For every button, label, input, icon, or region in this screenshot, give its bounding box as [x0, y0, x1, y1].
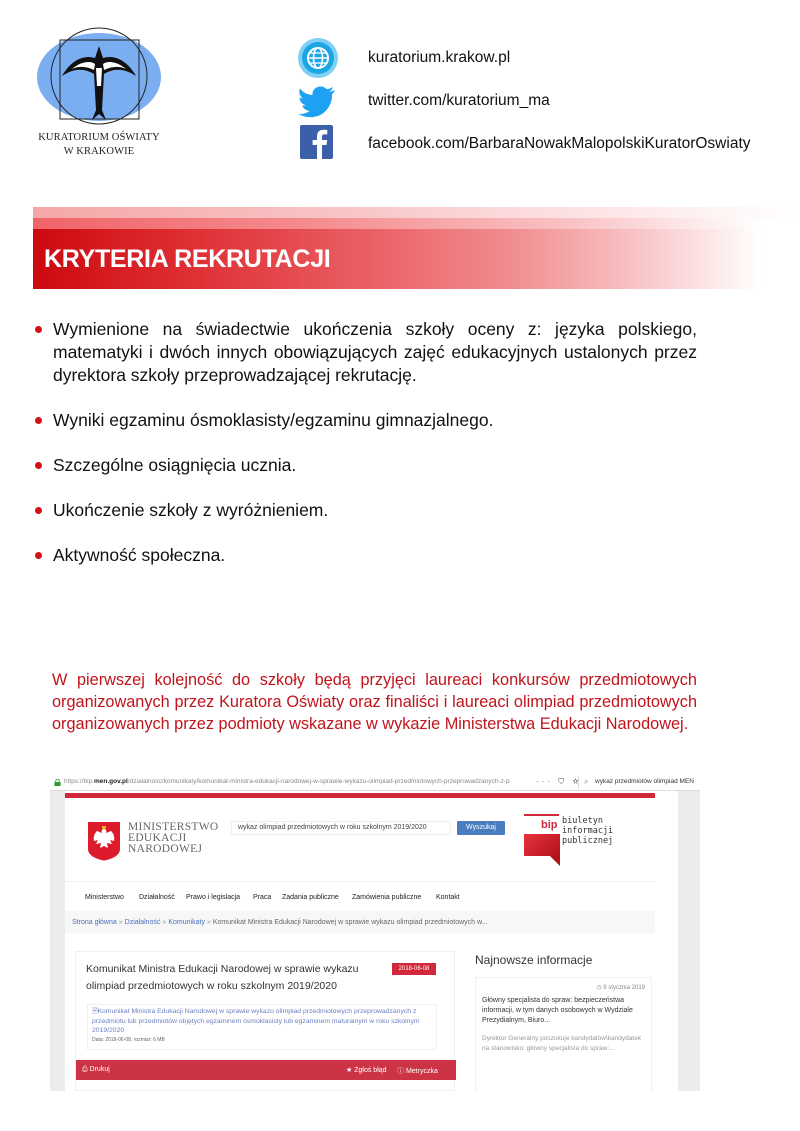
section-banner: [33, 207, 800, 289]
ministry-name-line: MINISTERSTWO: [128, 821, 219, 833]
browser-search-box[interactable]: [578, 776, 700, 789]
criteria-text: Ukończenie szkoły z wyróżnieniem.: [53, 500, 329, 520]
embedded-browser-screenshot: [50, 775, 700, 1091]
latest-news-sidebar: [475, 953, 660, 1052]
url-path: /dzialalnosc/komunikaty/komunikat-ministra-edukacji-narodowej-w-sprawie-wykazu-olimpiad-przedmiotowych-przeprowadzanych-z-p: [127, 778, 510, 785]
banner-stripe-light: [33, 207, 800, 218]
bip-logo[interactable]: [524, 814, 654, 864]
bullet-icon: [35, 552, 42, 559]
search-button[interactable]: Wyszukaj: [457, 821, 505, 835]
report-label: Zgłoś błąd: [354, 1067, 387, 1074]
breadcrumb-current: Komunikat Ministra Edukacji Narodowej w sprawie wykazu olimpiad przedmiotowych w...: [212, 919, 488, 926]
bip-desc-line: biuletyn: [562, 816, 603, 826]
twitter-icon: [298, 81, 338, 121]
criteria-list: [33, 318, 697, 589]
report-error-button[interactable]: [346, 1066, 387, 1074]
lock-icon: [54, 779, 61, 786]
article-card: [75, 951, 455, 1091]
page-top-bar: [65, 793, 655, 798]
nav-item-kontakt[interactable]: Kontakt: [436, 894, 460, 901]
star-icon: ★: [346, 1067, 355, 1074]
url-domain: men.gov.pl: [94, 778, 128, 785]
criteria-item: [33, 454, 697, 477]
priority-note: W pierwszej kolejność do szkoły będą przyjęci laureaci konkursów przedmiotowych organizowanych przez Kuratora Oświaty oraz finaliści i laureaci olimpiad przedmiotowych organizowanych przez podmioty wskazane w wykazie Ministerstwa Edukacji Narodowej.: [52, 671, 697, 733]
breadcrumb-separator: »: [162, 919, 167, 926]
breadcrumb-separator: »: [118, 919, 123, 926]
breadcrumb: [65, 911, 655, 933]
criteria-text: Aktywność społeczna.: [53, 545, 226, 565]
breadcrumb-link[interactable]: Działalność: [124, 919, 161, 926]
contact-website[interactable]: [298, 38, 778, 78]
section-title: KRYTERIA REKRUTACJI: [44, 245, 331, 273]
attachment-meta: Data: 2018-06-08, rozmiar: 6 MB: [92, 1036, 165, 1043]
site-search-input[interactable]: wykaz olimpiad przedmiotowych w roku szkolnym 2019/2020: [231, 821, 451, 835]
article-footer: [76, 1060, 456, 1080]
ministry-name-line: NARODOWEJ: [128, 843, 203, 855]
contact-facebook[interactable]: [298, 124, 778, 164]
logo-name-line1: KURATORIUM OŚWIATY: [38, 132, 160, 143]
breadcrumb-link[interactable]: Strona główna: [72, 919, 117, 926]
ministry-name: [128, 822, 218, 855]
breadcrumb-separator: »: [206, 919, 211, 926]
search-icon: ⌕: [584, 777, 589, 786]
criteria-item: [33, 544, 697, 567]
criteria-item: [33, 318, 697, 387]
globe-icon: [298, 38, 338, 78]
clock-icon: ◷: [596, 985, 604, 991]
news-date-text: 9 stycznia 2019: [603, 985, 645, 991]
ministry-name-line: EDUKACJI: [128, 832, 187, 844]
bullet-icon: [35, 326, 42, 333]
nav-item-prawo[interactable]: Prawo i legislacja: [186, 894, 241, 901]
sidebar-heading: Najnowsze informacje: [475, 953, 593, 967]
bip-flag-tail: [550, 856, 560, 866]
print-label: Drukuj: [89, 1066, 110, 1073]
breadcrumb-link[interactable]: Komunikaty: [168, 919, 205, 926]
bip-flag-icon: [524, 834, 560, 856]
document-icon: 🗎: [92, 1008, 98, 1015]
main-nav: [65, 881, 655, 911]
address-bar[interactable]: [50, 775, 700, 791]
nav-item-praca[interactable]: Praca: [253, 894, 272, 901]
facebook-link[interactable]: facebook.com/BarbaraNowakMalopolskiKuratorOswiaty: [368, 135, 751, 152]
bip-description: [562, 816, 654, 846]
bip-word: bip: [541, 819, 558, 831]
print-button[interactable]: [82, 1066, 110, 1074]
nav-item-zamowienia[interactable]: Zamówienia publiczne: [352, 894, 422, 901]
criteria-item: [33, 499, 697, 522]
website-link[interactable]: kuratorium.krakow.pl: [368, 49, 511, 66]
metric-label: Metryczka: [405, 1068, 438, 1075]
kuratorium-logo: [34, 24, 164, 164]
swallow-emblem-icon: [36, 24, 162, 130]
article-date-badge: 2018-06-08: [392, 963, 436, 975]
nav-item-ministerstwo[interactable]: Ministerstwo: [85, 894, 124, 901]
bip-bar: [524, 814, 559, 816]
url-text[interactable]: [64, 778, 524, 785]
url-prefix: https://bip.: [64, 778, 94, 785]
bullet-icon: [35, 417, 42, 424]
criteria-text: Szczególne osiągnięcia ucznia.: [53, 455, 297, 475]
browser-search-text: wykaz przedmiotów olimpiad MEN: [595, 778, 694, 785]
criteria-item: [33, 409, 697, 432]
facebook-icon: [298, 124, 338, 164]
bullet-icon: [35, 462, 42, 469]
bullet-icon: [35, 507, 42, 514]
nav-item-zadania[interactable]: Zadania publiczne: [282, 894, 339, 901]
news-excerpt: Dyrektor Generalny poszukuje kandydatów\kandydatek na stanowisko: główny specjalista do spraw:...: [482, 1035, 641, 1052]
twitter-link[interactable]: twitter.com/kuratorium_ma: [368, 92, 550, 109]
news-card[interactable]: [475, 977, 652, 1091]
men-webpage: [65, 791, 678, 1091]
contact-twitter[interactable]: [298, 81, 778, 121]
attachment-box: [87, 1004, 437, 1050]
criteria-text: Wymienione na świadectwie ukończenia szkoły oceny z: języka polskiego, matematyki i dwóch innych obowiązujących zajęć edukacyjnych ustalonych przez dyrektora szkoły przeprowadzającej rekrutację.: [53, 319, 697, 385]
polish-eagle-emblem-icon: [87, 821, 121, 861]
printer-icon: ⎙: [82, 1066, 90, 1073]
attachment-link-text: Komunikat Ministra Edukacji Narodowej w sprawie wykazu olimpiad przedmiotowych przeprowadzanych z przedmiotu lub przedmiotów objętych egzaminem ósmoklasisty lub egzaminem maturalnym w roku szkolnym 2019/2020: [92, 1008, 420, 1034]
metric-button[interactable]: [397, 1066, 438, 1076]
article-title: Komunikat Ministra Edukacji Narodowej w sprawie wykazu olimpiad przedmiotowych w roku szkolnym 2019/2020: [86, 963, 359, 992]
browser-toolbar-icons[interactable]: ··· ⛉ ☆: [536, 777, 582, 786]
criteria-text: Wyniki egzaminu ósmoklasisty/egzaminu gimnazjalnego.: [53, 410, 494, 430]
attachment-link[interactable]: [92, 1007, 432, 1036]
bip-desc-line: informacji publicznej: [562, 826, 614, 846]
banner-stripe-mid: [33, 218, 800, 229]
news-title[interactable]: Główny specjalista do spraw: bezpieczeństwa informacji, w tym danych osobowych w Wydziale Prezydialnym, Biuro...: [482, 997, 633, 1024]
info-icon: ⓘ: [397, 1068, 406, 1075]
news-date: [596, 984, 645, 991]
logo-name-line2: W KRAKOWIE: [63, 146, 135, 157]
nav-item-dzialalnosc[interactable]: Działalność: [139, 894, 175, 901]
